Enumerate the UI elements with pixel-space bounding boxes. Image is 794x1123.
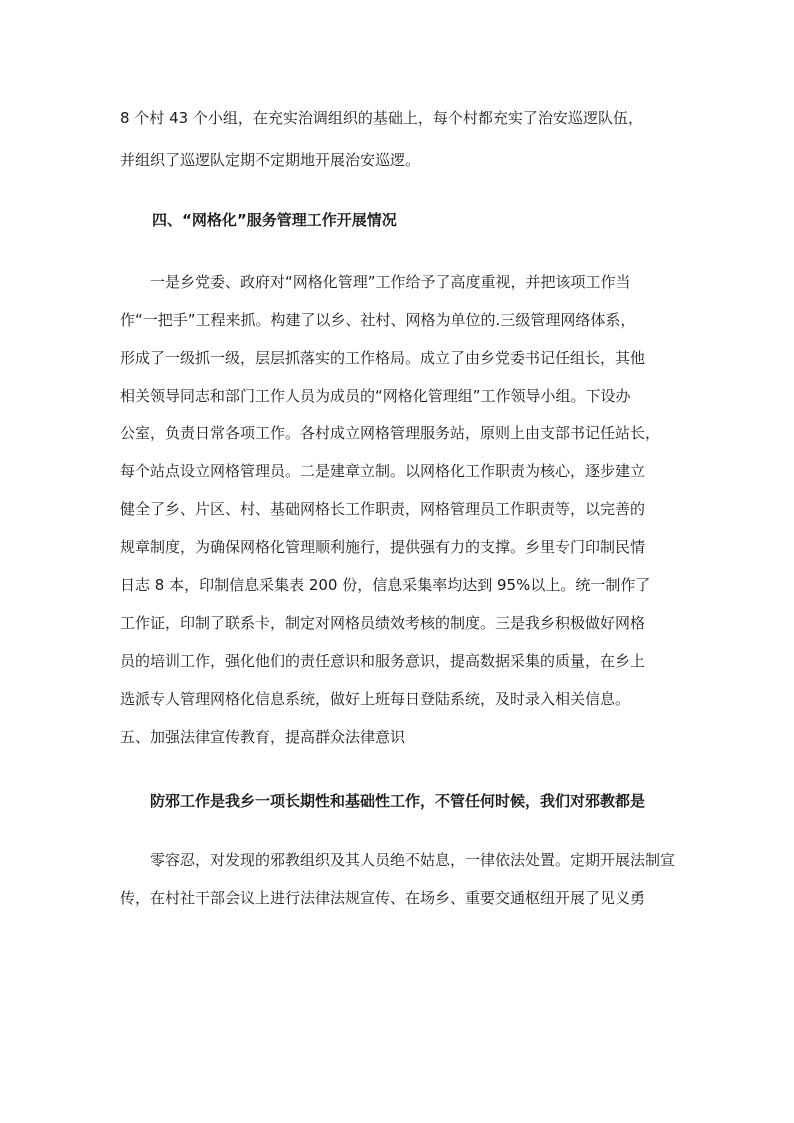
paragraph-line: 健全了乡、片区、村、基础网格长工作职责，网格管理员工作职责等，以完善的 bbox=[120, 500, 646, 518]
paragraph-line: 员的培训工作，强化他们的责任意识和服务意识，提高数据采集的质量，在乡上 bbox=[120, 652, 646, 670]
section-heading-4: 四、“网格化”服务管理工作开展情况 bbox=[152, 211, 397, 229]
paragraph-line: 零容忍，对发现的邪教组织及其人员绝不姑息，一律依法处置。定期开展法制宣 bbox=[150, 851, 676, 869]
paragraph-line: 五、加强法律宣传教育，提高群众法律意识 bbox=[120, 728, 406, 746]
paragraph-line: 作“一把手”工程来抓。构建了以乡、社村、网格为单位的.三级管理网络体系， bbox=[120, 311, 636, 329]
paragraph-line: 工作证，印制了联系卡，制定对网格员绩效考核的制度。三是我乡积极做好网格 bbox=[120, 614, 646, 632]
paragraph-line: 规章制度，为确保网格化管理顺利施行，提供强有力的支撑。乡里专门印制民情 bbox=[120, 538, 646, 556]
paragraph-line: 8 个村 43 个小组，在充实治调组织的基础上，每个村都充实了治安巡逻队伍， bbox=[120, 109, 643, 127]
paragraph-line: 日志 8 本，印制信息采集表 200 份，信息采集率均达到 95%以上。统一制作了 bbox=[120, 576, 651, 594]
paragraph-line: 选派专人管理网格化信息系统，做好上班每日登陆系统，及时录入相关信息。 bbox=[120, 690, 631, 708]
paragraph-line: 相关领导同志和部门工作人员为成员的“网格化管理组”工作领导小组。下设办 bbox=[120, 387, 631, 405]
paragraph-line: 传，在村社干部会议上进行法律法规宣传、在场乡、重要交通枢纽开展了见义勇 bbox=[120, 889, 646, 907]
paragraph-line: 并组织了巡逻队定期不定期地开展治安巡逻。 bbox=[120, 151, 421, 169]
paragraph-line: 一是乡党委、政府对“网格化管理”工作给予了高度重视，并把该项工作当 bbox=[150, 273, 631, 291]
paragraph-line: 每个站点设立网格管理员。二是建章立制。以网格化工作职责为核心，逐步建立 bbox=[120, 462, 646, 480]
paragraph-line: 公室，负责日常各项工作。各村成立网格管理服务站，原则上由支部书记任站长， bbox=[120, 424, 661, 442]
paragraph-line: 形成了一级抓一级，层层抓落实的工作格局。成立了由乡党委书记任组长，其他 bbox=[120, 349, 646, 367]
section-heading-5: 防邪工作是我乡一项长期性和基础性工作，不管任何时候，我们对邪教都是 bbox=[150, 792, 646, 810]
